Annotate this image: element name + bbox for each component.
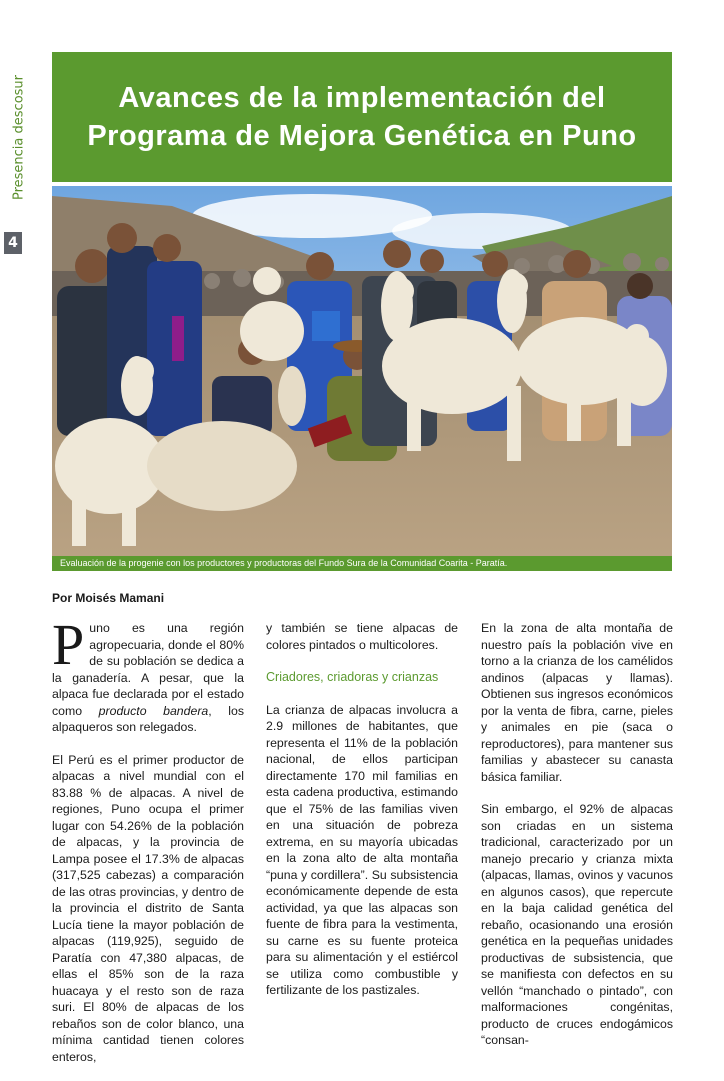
section-label-text: Presencia descosur (11, 74, 27, 201)
paragraph-breeders: La crianza de alpacas involucra a 2.9 millones de habitantes, que representa el 11% de la población nacional, de ellos participan directamente 170 mil familias en esta cadena productiva, estimando que el 75% de las familias viven en una situación de pobreza extrema, en su mayoría ubicadas en la zona alto de alta montaña “puna y cordillera”. Su subsistencia económicamente depende de esta actividad, ya que las alpacas son fuente de fibra para la vestimenta, su carne es su fuente proteica para su alimentación y el estiércol se utiliza como combustible y fertilizante de los pastizales. (266, 702, 458, 997)
author-byline: Por Moisés Mamani (52, 591, 165, 605)
paragraph-traditional: Sin embargo, el 92% de alpacas son criadas en un sistema tradicional, caracterizado por un manejo precario y crianza mixta (alpacas, llamas, ovinos y vacunos en algunos casos), que repercute en la baja calidad genética del rebaño, ocasionando una erosión genética en la pequeñas unidades productivas de subsistencia, que se manifiesta con defectos en su vellón “manchado o pintado”, con malformaciones congénitas, producto de cruces endogámicos “consan- (481, 802, 673, 1047)
paragraph-intro: Puno es una región agropecuaria, donde el 80% de su población se dedica a la ganadería. A pesar, que la alpaca fue declarada por el estado como producto bandera, los alpaqueros son relegados. (52, 612, 244, 734)
column-1 (52, 612, 244, 1081)
page-number: 4 (4, 232, 22, 254)
article-title: Avances de la implementación del Programa de Mejora Genética en Puno (87, 82, 637, 152)
photo-caption: Evaluación de la progenie con los productores y productoras del Fundo Sura de la Comunidad Coarita - Paratía. (52, 556, 672, 571)
drop-cap: P (52, 612, 85, 677)
section-label (6, 60, 27, 220)
column-3 (481, 620, 673, 1065)
subheading: Criadores, criadoras y crianzas (266, 670, 439, 684)
column-2 (266, 620, 458, 1015)
paragraph-colors: y también se tiene alpacas de colores pintados o multicolores. (266, 621, 458, 652)
paragraph-production: El Perú es el primer productor de alpacas a nivel mundial con el 83.88 % de alpacas. A nivel de regiones, Puno ocupa el primer lugar con 54.26% de la población de alpacas, y la provincia de Lampa posee el 17.3% de alpacas (317,525 cabezas) a comparación de las otras provincias, y dentro de la provincia el distrito de Santa Lucía tiene la mayor población de alpacas (119,925), seguido de Paratía con 47,380 alpacas, de ellas el 85% son de la raza huacaya y el resto son de raza suri. El 80% de alpacas de los rebaños son de color blanco, una mínima cantidad tienen colores enteros, (52, 752, 244, 1064)
article-photo (52, 186, 672, 556)
title-banner (52, 52, 672, 182)
paragraph-highlands: En la zona de alta montaña de nuestro país la población vive en torno a la crianza de los camélidos andinos (alpacas y llamas). Obtienen sus ingresos económicos por la venta de fibra, carne, pieles y animales en pie (saca o reproductores), para mantener sus familias y abastecer su canasta básica familiar. (481, 621, 673, 784)
